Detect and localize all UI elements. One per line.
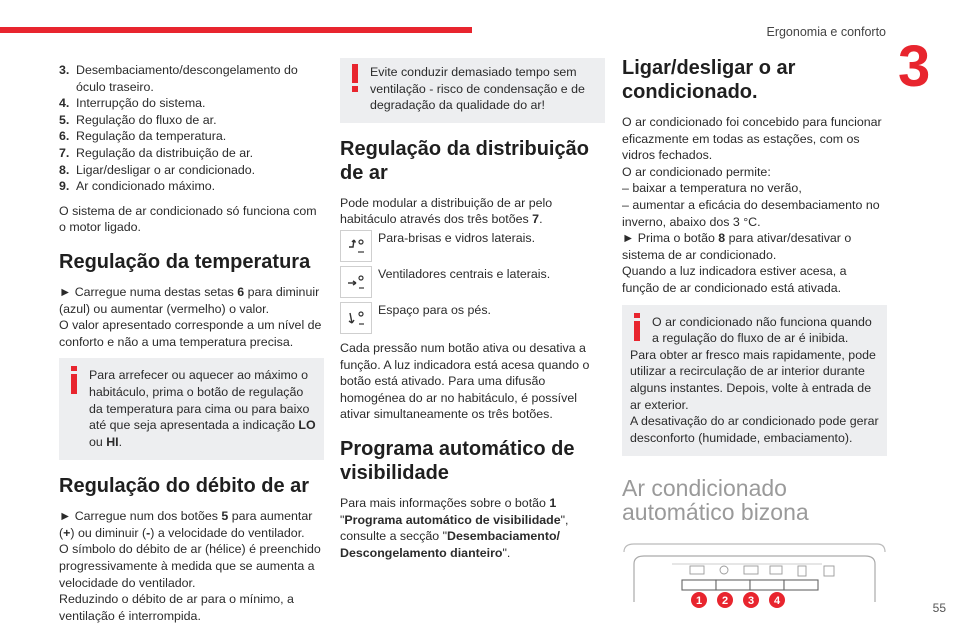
list-item: 7. Regulação da distribuição de ar. bbox=[59, 145, 254, 160]
warning-icon bbox=[348, 64, 362, 92]
header-red-bar bbox=[0, 27, 472, 33]
column-3 bbox=[622, 56, 887, 617]
info-icon bbox=[67, 366, 81, 394]
ac-paragraph-4: – aumentar a eficácia do desembaciamento no inverno, abaixo dos 3 °C. bbox=[622, 197, 880, 229]
list-item: 6. Regulação da temperatura. bbox=[59, 129, 227, 144]
flow-paragraph: ► Carregue num dos botões 5 para aumentar (+) ou diminuir (-) a velocidade do ventilador. bbox=[59, 509, 313, 540]
ac-paragraph-3: – baixar a temperatura no verão, bbox=[622, 181, 802, 196]
ac-paragraph-1: O ar condicionado foi concebido para funcionar eficazmente em todas as estações, com os vidros fechados. bbox=[622, 115, 882, 163]
distribution-windscreen-row: Para-brisas e vidros laterais. bbox=[340, 230, 605, 262]
ac-paragraph-2: O ar condicionado permite: bbox=[622, 164, 771, 179]
dual-zone-panel-illustration bbox=[622, 542, 887, 612]
windscreen-airflow-icon bbox=[340, 230, 372, 262]
callout-label: 1 bbox=[695, 595, 703, 608]
temp-paragraph: ► Carregue numa destas setas 6 para diminuir (azul) ou aumentar (vermelho) o valor. bbox=[59, 284, 320, 316]
temp-info-box: Para arrefecer ou aquecer ao máximo o habitáculo, prima o botão de regulação da temperatura para cima ou para baixo até que seja apresentada a indicação LO ou HI. bbox=[59, 358, 324, 460]
temp-heading: Regulação da temperatura bbox=[59, 250, 311, 273]
list-item: 4. Interrupção do sistema. bbox=[59, 96, 206, 111]
distribution-heading: Regulação da distribuição de ar bbox=[340, 137, 589, 184]
info-icon bbox=[630, 313, 644, 341]
temp-paragraph-2: O valor apresentado corresponde a um nível de conforto e não a uma temperatura precisa. bbox=[59, 318, 322, 349]
flow-paragraph-3: Reduzindo o débito de ar para o mínimo, a ventilação é interrompida. bbox=[59, 592, 294, 623]
visibility-heading: Programa automático de visibilidade bbox=[340, 437, 575, 484]
visibility-paragraph: Para mais informações sobre o botão 1 "Programa automático de visibilidade", consulte a secção "Desembaciamento/ Descongelamento dianteiro". bbox=[340, 495, 569, 560]
page-number: 55 bbox=[932, 601, 946, 615]
column-2 bbox=[340, 58, 605, 569]
flow-heading: Regulação do débito de ar bbox=[59, 475, 310, 498]
flow-paragraph-2: O símbolo do débito de ar (hélice) é preenchido progressivamente à medida que se aumenta a velocidade do ventilador. bbox=[59, 542, 321, 590]
callout-label: 3 bbox=[747, 595, 755, 608]
distribution-paragraph: Cada pressão num botão ativa ou desativa a função. A luz indicadora está acesa quando o botão está ativado. Para uma difusão homogénea do ar no habitáculo, é possível ativar simultaneamente os três botões. bbox=[340, 340, 590, 422]
footwell-airflow-icon bbox=[340, 302, 372, 334]
callout-number-circles bbox=[691, 592, 785, 608]
ac-paragraph-6: Quando a luz indicadora estiver acesa, a função de ar condicionado está ativada. bbox=[622, 264, 847, 295]
ac-heading: Ligar/desligar o ar condicionado. bbox=[622, 57, 796, 103]
warning-box: Evite conduzir demasiado tempo sem ventilação - risco de condensação e de degradação da qualidade do ar! bbox=[340, 58, 605, 123]
list-item: 5. Regulação do fluxo de ar. bbox=[59, 112, 217, 127]
ac-paragraph-5: ► Prima o botão 8 para ativar/desativar o sistema de ar condicionado. bbox=[622, 231, 852, 262]
column-1 bbox=[59, 62, 324, 632]
ac-info-box: O ar condicionado não funciona quando a regulação do fluxo de ar é inibida. Para obter ar fresco mais rapidamente, pode utilizar a recirculação de ar interior durante alguns instantes. Depois, volte à entrada de ar exterior. A desativação do ar condicionado pode gerar desconforto (humidade, embaciamento). bbox=[622, 305, 887, 457]
list-item: 8. Ligar/desligar o ar condicionado. bbox=[59, 162, 256, 177]
callout-label: 2 bbox=[721, 595, 729, 608]
control-list bbox=[59, 62, 324, 195]
chapter-number: 3 bbox=[898, 34, 931, 99]
callout-label: 4 bbox=[773, 595, 781, 608]
engine-note: O sistema de ar condicionado só funciona com o motor ligado. bbox=[59, 203, 317, 235]
list-item: 9. Ar condicionado máximo. bbox=[59, 179, 216, 194]
section-header: Ergonomia e conforto bbox=[766, 25, 886, 39]
dual-zone-title: Ar condicionado automático bizona bbox=[622, 475, 809, 526]
center-vents-airflow-icon bbox=[340, 266, 372, 298]
list-item: 3. Desembaciamento/descongelamento do óculo traseiro. bbox=[59, 63, 298, 94]
distribution-intro: Pode modular a distribuição de ar pelo habitáculo através dos três botões 7. bbox=[340, 195, 553, 227]
distribution-feet-row: Espaço para os pés. bbox=[340, 302, 605, 334]
distribution-centre-row: Ventiladores centrais e laterais. bbox=[340, 266, 605, 298]
